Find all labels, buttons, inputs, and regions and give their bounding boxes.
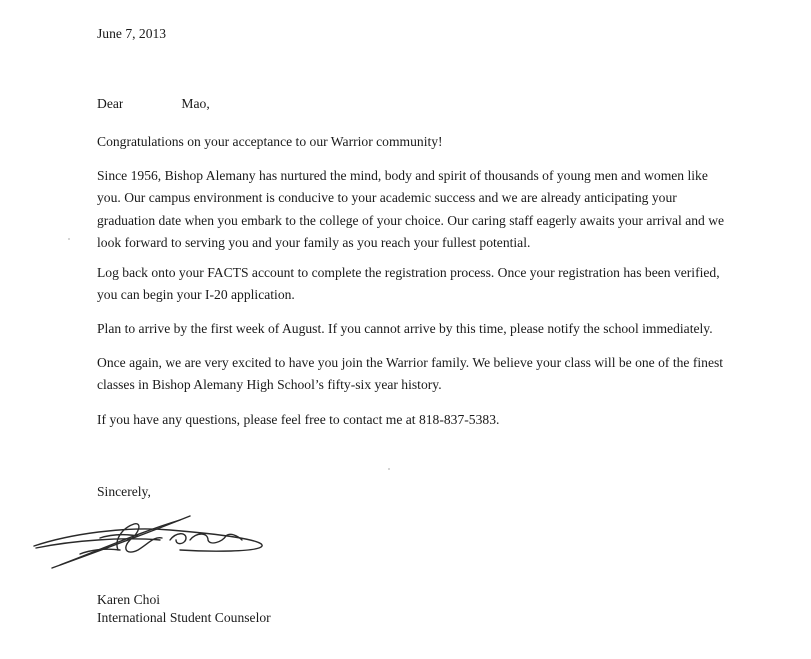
paragraph-registration (97, 262, 720, 307)
paragraph-line: Once again, we are very excited to have you join the Warrior family. We believe your class will be one of the finest (97, 355, 724, 370)
paragraph-arrival: Plan to arrive by the first week of August. If you cannot arrive by this time, please notify the school immediately. (97, 321, 713, 336)
letter-date: June 7, 2013 (97, 26, 167, 41)
paragraph-contact: If you have any questions, please feel free to contact me at 818-837-5383. (97, 412, 500, 427)
salutation-prefix: Dear (97, 96, 124, 111)
paragraph-line: you can begin your I-20 application. (97, 287, 295, 303)
paragraph-line: you. Our campus environment is conducive to your academic success and we are already anticipating your (97, 190, 677, 206)
salutation (97, 93, 210, 115)
congratulations-line: Congratulations on your acceptance to our Warrior community! (97, 134, 443, 149)
scan-speck (388, 468, 390, 470)
paragraph-line: Log back onto your FACTS account to complete the registration process. Once your registration has been verified, (97, 265, 720, 280)
scan-speck (68, 238, 70, 240)
redacted-first-name (123, 96, 181, 110)
handwritten-signature (30, 510, 280, 585)
salutation-name: Mao, (181, 96, 210, 111)
paragraph-line: classes in Bishop Alemany High School’s fifty-six year history. (97, 377, 442, 393)
paragraph-welcome (97, 352, 723, 397)
paragraph-line: graduation date when you embark to the college of your choice. Our caring staff eagerly awaits your arrival and we (97, 212, 725, 228)
signer-title: International Student Counselor (97, 610, 271, 625)
paragraph-intro (97, 165, 724, 254)
paragraph-line: Since 1956, Bishop Alemany has nurtured the mind, body and spirit of thousands of young men and women like (97, 168, 708, 183)
signer-name: Karen Choi (97, 592, 161, 607)
closing: Sincerely, (97, 484, 151, 499)
paragraph-line: look forward to serving you and your family as you reach your fullest potential. (97, 234, 531, 250)
